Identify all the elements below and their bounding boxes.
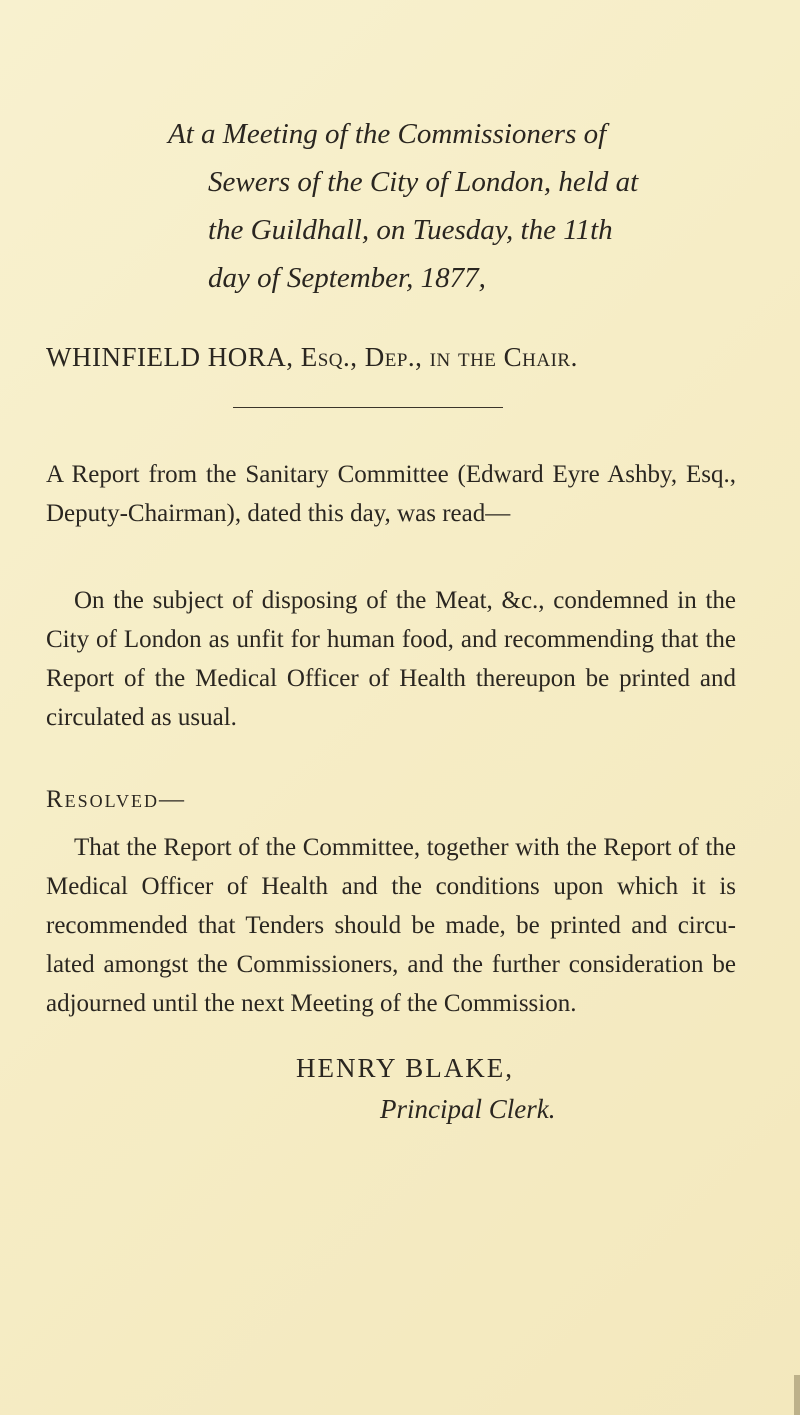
heading-line-4: day of September, 1877, bbox=[208, 262, 486, 294]
report-paragraph: A Report from the Sanitary Committee (Edward Eyre Ashby, Esq., Deputy-Chairman), dated this day, was read— bbox=[46, 461, 736, 527]
chair-line bbox=[46, 342, 766, 373]
meeting-heading bbox=[168, 110, 688, 302]
signatory-role: Principal Clerk. bbox=[380, 1094, 556, 1124]
signatory-name: HENRY BLAKE, bbox=[296, 1053, 514, 1083]
resolved-label: Resolved— bbox=[46, 786, 187, 813]
heading-line-2: Sewers of the City of London, held at bbox=[208, 166, 639, 198]
divider-rule bbox=[233, 407, 503, 408]
resolution-paragraph: That the Report of the Committee, together with the Report of the Medical Officer of Health and the conditions upon which it is recommended that Tenders should be made, be printed and circu-lated amongst the Commissioners, and the further consideration be adjourned until the next Meeting of the Commission. bbox=[46, 834, 736, 1017]
chair-title: Esq., Dep., in the Chair. bbox=[300, 342, 578, 372]
heading-line-3: the Guildhall, on Tuesday, the 11th bbox=[208, 214, 613, 246]
heading-line-1: At a Meeting of the Commissioners of bbox=[168, 118, 607, 150]
chair-name: WHINFIELD HORA, bbox=[46, 342, 294, 372]
subject-paragraph: On the subject of disposing of the Meat, &c., condemned in the City of London as unfit for human food, and recommending that the Report of the Medical Officer of Health thereupon be printed and circulated as usual. bbox=[46, 587, 736, 731]
page-edge-mark bbox=[794, 1375, 800, 1415]
